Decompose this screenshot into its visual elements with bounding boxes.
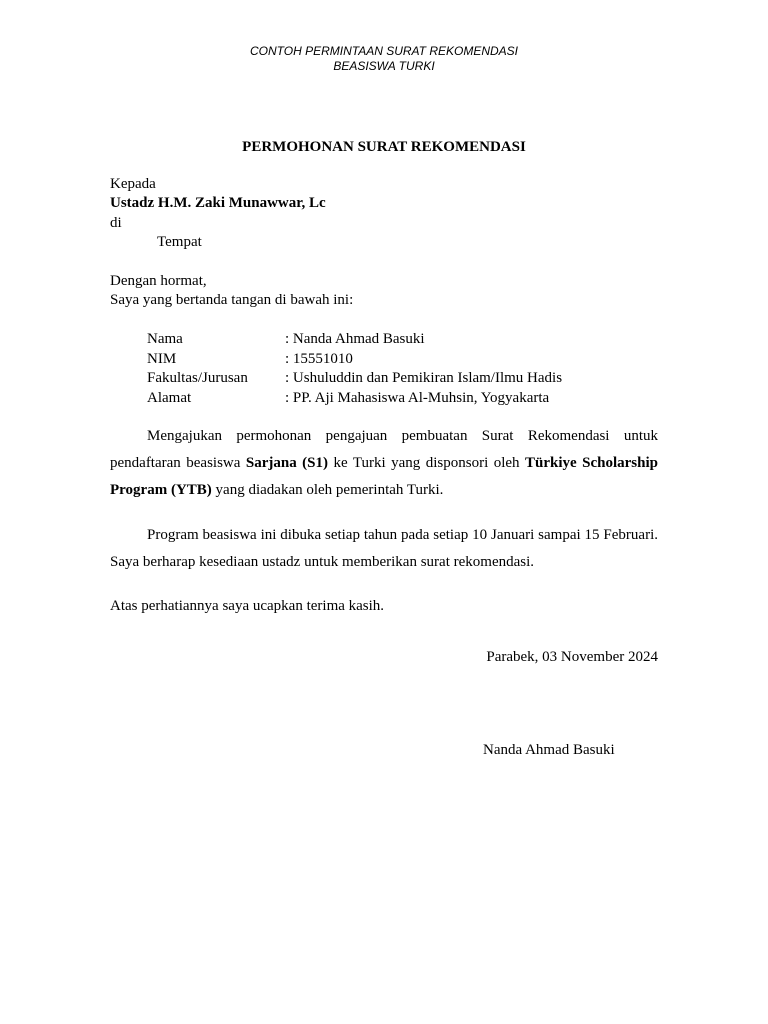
recipient-to: Kepada	[110, 176, 156, 192]
identity-value: : Ushuluddin dan Pemikiran Islam/Ilmu Hadis	[285, 370, 563, 386]
identity-value: : Nanda Ahmad Basuki	[285, 331, 425, 347]
identity-row-fakultas	[147, 369, 562, 389]
request-text-2: ke Turki yang disponsori oleh	[328, 455, 525, 471]
header-line-2: BEASISWA TURKI	[333, 59, 435, 73]
letter-title: PERMOHONAN SURAT REKOMENDASI	[242, 139, 526, 155]
intro-text: Saya yang bertanda tangan di bawah ini:	[110, 292, 354, 308]
request-degree: Sarjana (S1)	[245, 455, 329, 471]
recipient-at: di	[110, 215, 122, 231]
greeting: Dengan hormat,	[110, 273, 207, 289]
identity-label: Fakultas/Jurusan	[147, 370, 248, 386]
closing-text: Atas perhatiannya saya ucapkan terima kasih.	[110, 598, 385, 614]
header-line-1: CONTOH PERMINTAAN SURAT REKOMENDASI	[249, 44, 519, 58]
document-header	[0, 44, 768, 74]
request-text-1: Mengajukan permohonan pengajuan pembuatan Surat Rekomendasi untuk pendaftaran beasiswa	[110, 428, 658, 471]
identity-value: : PP. Aji Mahasiswa Al-Muhsin, Yogyakarta	[285, 389, 550, 406]
recipient-place: Tempat	[157, 234, 202, 250]
identity-table	[147, 330, 562, 408]
signature-name: Nanda Ahmad Basuki	[483, 742, 615, 758]
program-paragraph: Program beasiswa ini dibuka setiap tahun pada setiap 10 Januari sampai 15 Februari. Saya berharap kesediaan ustadz untuk memberikan surat rekomendasi.	[110, 527, 658, 570]
identity-label: Nama	[147, 331, 183, 347]
recipient-name: Ustadz H.M. Zaki Munawwar, Lc	[110, 195, 326, 211]
date-line: Parabek, 03 November 2024	[486, 649, 658, 665]
identity-row-alamat	[147, 389, 562, 409]
identity-row-nama	[147, 330, 562, 350]
request-program: Türkiye Scholarship Program (YTB)	[110, 455, 658, 498]
identity-label: Alamat	[147, 389, 192, 406]
identity-value: : 15551010	[285, 350, 353, 367]
request-text-3: yang diadakan oleh pemerintah Turki.	[211, 482, 444, 498]
identity-row-nim	[147, 350, 562, 370]
identity-label: NIM	[147, 350, 177, 367]
request-paragraph	[110, 423, 658, 504]
